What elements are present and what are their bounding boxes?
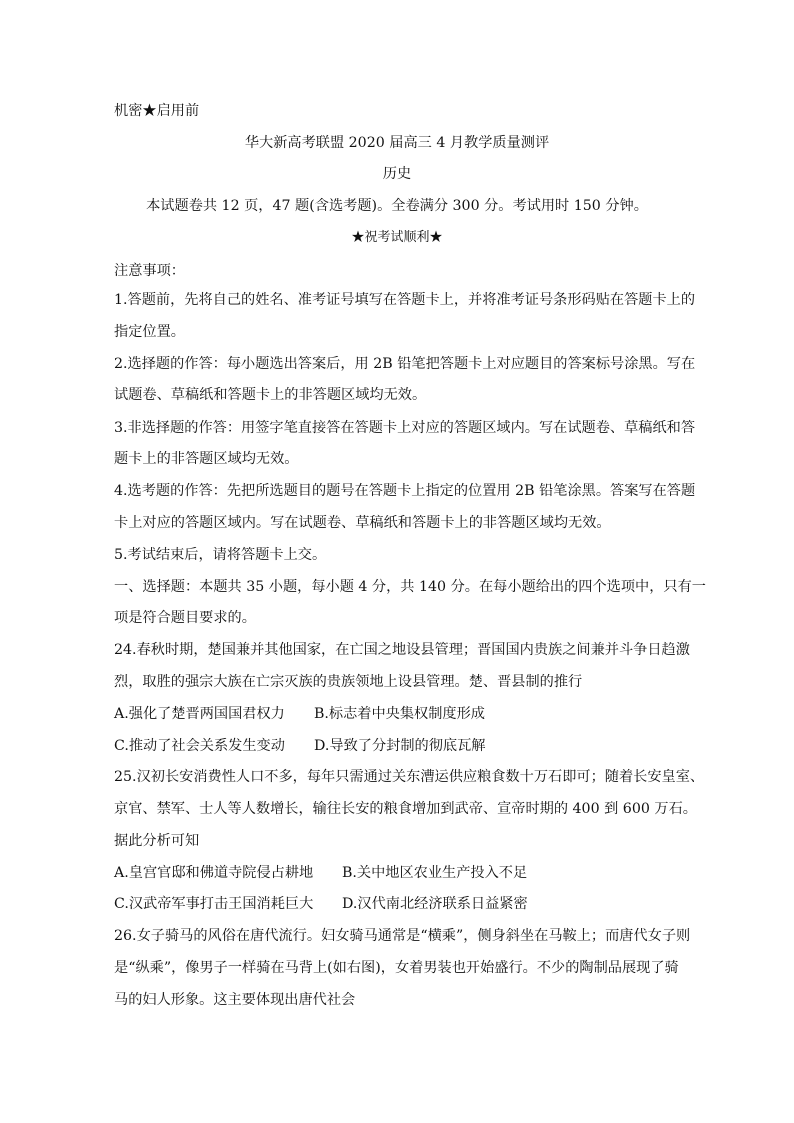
- q25-option-d: D.汉代南北经济联系日益紧密: [342, 896, 528, 912]
- note-line: 4.选考题的作答：先把所选题目的题号在答题卡上指定的位置用 2B 铅笔涂黑。答案写在答题: [114, 483, 696, 499]
- note-line: 2.选择题的作答：每小题选出答案后，用 2B 铅笔把答题卡上对应题目的答案标号涂黑。写在: [114, 356, 696, 372]
- note-line: 卡上对应的答题区域内。写在试题卷、草稿纸和答题卡上的非答题区域均无效。: [114, 515, 611, 531]
- note-line: 题卡上的非答题区域均无效。: [114, 451, 299, 467]
- confidential-label: 机密★启用前: [114, 103, 200, 119]
- section-heading: 项是符合题目要求的。: [114, 610, 256, 626]
- subject-title: 历史: [382, 166, 412, 182]
- question-26-stem: 马的妇人形象。这主要体现出唐代社会: [114, 992, 356, 1008]
- q25-option-b: B.关中地区农业生产投入不足: [342, 865, 528, 881]
- exam-title: 华大新高考联盟 2020 届高三 4 月教学质量测评: [244, 135, 550, 151]
- note-line: 试题卷、草稿纸和答题卡上的非答题区域均无效。: [114, 387, 427, 403]
- q24-option-b: B.标志着中央集权制度形成: [314, 706, 485, 722]
- q24-option-c: C.推动了社会关系发生变动: [114, 738, 285, 754]
- question-25-stem: 京官、禁军、士人等人数增长，输往长安的粮食增加到武帝、宣帝时期的 400 到 600 万石。: [114, 801, 697, 817]
- note-line: 1.答题前，先将自己的姓名、准考证号填写在答题卡上，并将准考证号条形码贴在答题卡上的: [114, 292, 696, 308]
- good-luck-line: ★祝考试顺利★: [351, 230, 443, 245]
- exam-info: 本试题卷共 12 页，47 题(含选考题)。全卷满分 300 分。考试用时 150 分钟。: [146, 198, 648, 214]
- question-24-stem: 烈，取胜的强宗大族在亡宗灭族的贵族领地上设县管理。楚、晋县制的推行: [114, 674, 583, 690]
- q25-option-c: C.汉武帝军事打击王国消耗巨大: [114, 896, 314, 912]
- q24-option-d: D.导致了分封制的彻底瓦解: [314, 738, 486, 754]
- question-26-stem: 26.女子骑马的风俗在唐代流行。妇女骑马通常是“横乘”，侧身斜坐在马鞍上；而唐代女子则: [114, 928, 691, 944]
- note-line: 3.非选择题的作答：用签字笔直接答在答题卡上对应的答题区域内。写在试题卷、草稿纸和答: [114, 420, 696, 436]
- section-heading: 一、选择题：本题共 35 小题，每小题 4 分，共 140 分。在每小题给出的四个选项中，只有一: [114, 579, 706, 595]
- question-26-stem: 是“纵乘”，像男子一样骑在马背上(如右图)，女着男装也开始盛行。不少的陶制品展现了骑: [114, 960, 679, 976]
- note-line: 指定位置。: [114, 324, 185, 340]
- q25-option-a: A.皇宫官邸和佛道寺院侵占耕地: [114, 865, 314, 881]
- notes-title: 注意事项：: [114, 263, 185, 279]
- question-25-stem: 据此分析可知: [114, 833, 200, 849]
- question-25-stem: 25.汉初长安消费性人口不多，每年只需通过关东漕运供应粮食数十万石即可；随着长安皇室、: [114, 769, 705, 785]
- note-line: 5.考试结束后，请将答题卡上交。: [114, 547, 327, 563]
- q24-option-a: A.强化了楚晋两国国君权力: [114, 706, 285, 722]
- question-24-stem: 24.春秋时期，楚国兼并其他国家，在亡国之地设县管理；晋国国内贵族之间兼并斗争日趋激: [114, 642, 690, 658]
